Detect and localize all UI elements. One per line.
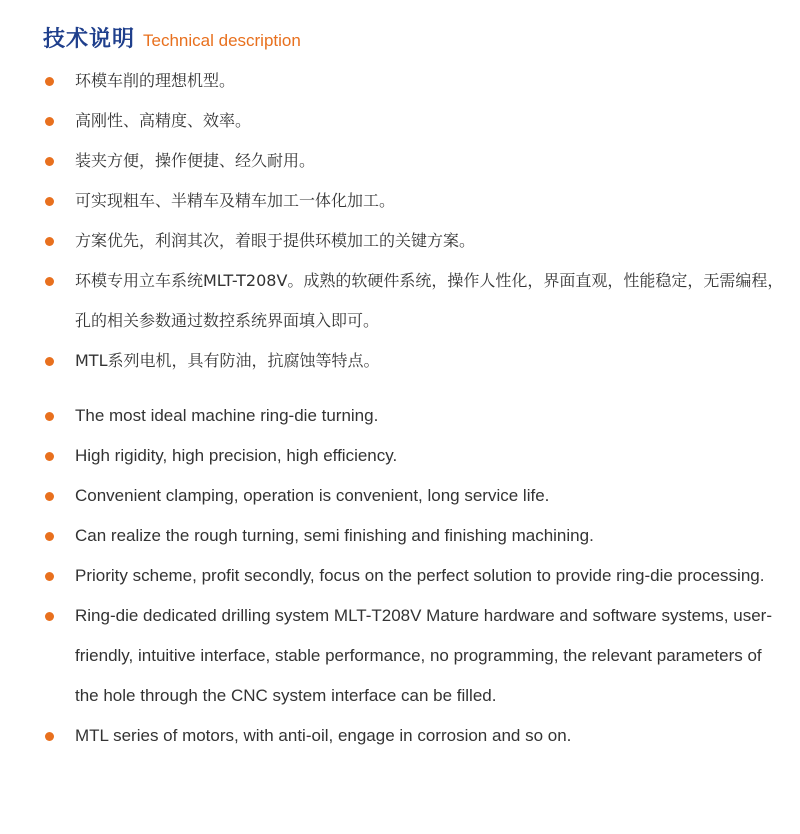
bullet-icon [45,157,54,166]
list-item-text: MTL series of motors, with anti-oil, engage in corrosion and so on. [75,726,572,745]
list-item-text: Ring-die dedicated drilling system MLT-T208V Mature hardware and software systems, user-friendly, intuitive interface, stable performance, no programming, the relevant parameters of the hole through the CNC system interface can be filled. [75,606,772,705]
list-item-text: The most ideal machine ring-die turning. [75,406,379,425]
feature-list-cn [44,61,784,381]
list-item [44,596,784,716]
list-item [44,556,784,596]
list-item [44,141,784,181]
bullet-icon [45,197,54,206]
bullet-icon [45,117,54,126]
list-item [44,61,784,101]
list-item [44,396,784,436]
bullet-icon [45,732,54,741]
list-item [44,341,784,381]
section-heading [43,22,301,52]
heading-title-en: Technical description [143,31,301,50]
bullet-icon [45,412,54,421]
list-item [44,436,784,476]
list-item [44,101,784,141]
list-item [44,476,784,516]
list-item-text: 高刚性、高精度、效率。 [75,111,252,130]
list-item [44,181,784,221]
bullet-icon [45,492,54,501]
bullet-icon [45,612,54,621]
feature-list-en [44,396,784,756]
bullet-icon [45,277,54,286]
list-item [44,221,784,261]
bullet-icon [45,572,54,581]
list-item [44,261,784,341]
list-item-text: 装夹方便，操作便捷、经久耐用。 [75,151,316,170]
list-item-text: High rigidity, high precision, high efficiency. [75,446,398,465]
list-item-text: MTL系列电机，具有防油，抗腐蚀等特点。 [75,351,380,370]
list-item [44,516,784,556]
list-item-text: Convenient clamping, operation is convenient, long service life. [75,486,550,505]
bullet-icon [45,237,54,246]
bullet-icon [45,77,54,86]
list-item-text: 方案优先，利润其次，着眼于提供环模加工的关键方案。 [75,231,476,250]
bullet-icon [45,532,54,541]
bullet-icon [45,452,54,461]
list-item-text: 可实现粗车、半精车及精车加工一体化加工。 [75,191,396,210]
list-item-text: 环模车削的理想机型。 [75,71,236,90]
heading-title-cn: 技术说明 [43,27,136,52]
bullet-icon [45,357,54,366]
list-item-text: Priority scheme, profit secondly, focus on the perfect solution to provide ring-die processing. [75,566,765,585]
list-item [44,716,784,756]
list-item-text: Can realize the rough turning, semi finishing and finishing machining. [75,526,594,545]
list-item-text: 环模专用立车系统MLT-T208V。成熟的软硬件系统，操作人性化，界面直观，性能稳定，无需编程，孔的相关参数通过数控系统界面填入即可。 [75,271,784,330]
